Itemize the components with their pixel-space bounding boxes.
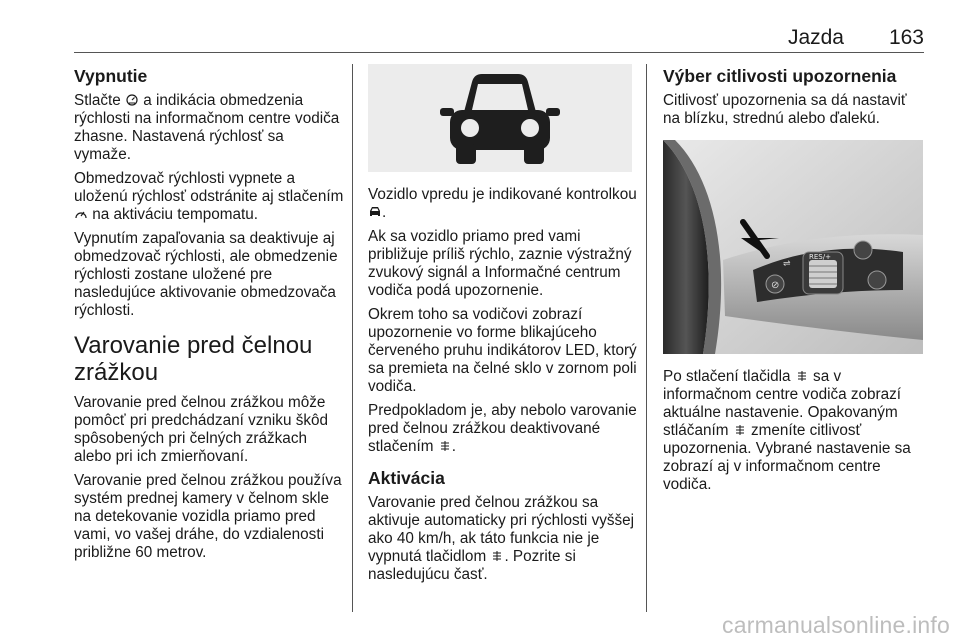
header-rule	[74, 52, 924, 53]
paragraph: Varovanie pred čelnou zrážkou sa aktivuje automaticky pri rýchlosti vyššej ako 40 km/h, ak táto funkcia nie je vypnutá tlačidlom . Pozrite si nasledujúcu časť.	[368, 494, 635, 583]
paragraph: Stlačte a indikácia obmedzenia rýchlosti na informačnom centre vodiča zhasne. Nastavená rýchlosť sa vymaže.	[74, 92, 340, 163]
heading-varovanie: Varovanie pred čelnou zrážkou	[74, 332, 313, 386]
column-1	[74, 66, 344, 568]
svg-text:⊘: ⊘	[771, 280, 780, 291]
paragraph: Obmedzovač rýchlosti vypnete a uloženú rýchlosť odstránite aj stlačením na aktiváciu tempomatu.	[74, 170, 344, 223]
paragraph: Citlivosť upozornenia sa dá nastaviť na blízku, strednú alebo ďalekú.	[663, 92, 907, 127]
column-3-top	[663, 66, 927, 134]
heading-vypnutie: Vypnutie	[74, 66, 148, 86]
collision-alert-gap-icon	[438, 440, 452, 452]
paragraph: Predpokladom je, aby nebolo varovanie pred čelnou zrážkou deaktivované stlačením .	[368, 402, 637, 455]
column-divider-2	[646, 64, 647, 612]
paragraph: Vozidlo vpredu je indikované kontrolkou .	[368, 186, 637, 221]
paragraph: Okrem toho sa vodičovi zobrazí upozornenie vo forme blikajúceho červeného pruhu indikátorov LED, ktorý sa premieta na čelné sklo v zornom poli vodiča.	[368, 306, 637, 395]
vehicle-ahead-icon	[368, 206, 382, 218]
wheel-label: RES/+	[809, 253, 831, 261]
watermark: carmanualsonline.info	[722, 612, 950, 638]
steering-wheel-photo	[663, 140, 923, 354]
section-title: Jazda	[787, 26, 844, 49]
page-number: 163	[888, 26, 924, 49]
column-3-bottom	[663, 368, 927, 500]
column-divider-1	[352, 64, 353, 612]
collision-alert-gap-icon	[733, 424, 747, 436]
column-2	[368, 186, 638, 590]
svg-text:⇌: ⇌	[783, 259, 791, 269]
paragraph: Varovanie pred čelnou zrážkou môže pomôcť pri predchádzaní vzniku škôd spôsobených pri čelných zrážkach alebo pri ich zmierňovaní.	[74, 394, 329, 465]
paragraph: Vypnutím zapaľovania sa deaktivuje aj obmedzovač rýchlosti, ale obmedzenie rýchlosti zostane uložené pre nasledujúce aktivovanie obmedzovača rýchlosti.	[74, 230, 338, 319]
heading-aktivacia: Aktivácia	[368, 468, 445, 488]
paragraph: Po stlačení tlačidla sa v informačnom centre vodiča zobrazí aktuálne nastavenie. Opakovaným stláčaním zmeníte citlivosť upozornenia. Vybrané nastavenie sa zobrazí aj v informačnom centre vodiča.	[663, 368, 911, 493]
cruise-control-icon	[74, 208, 88, 220]
paragraph: Ak sa vozidlo priamo pred vami približuje príliš rýchlo, zaznie výstražný zvukový signál a Informačné centrum vodiča podá upozornenie.	[368, 228, 632, 299]
heading-vyber: Výber citlivosti upozornenia	[663, 66, 897, 86]
collision-alert-gap-icon	[490, 550, 504, 562]
page-header	[74, 26, 924, 52]
speed-limiter-icon	[125, 94, 139, 106]
warning-car-illustration	[368, 64, 632, 172]
paragraph: Varovanie pred čelnou zrážkou používa systém prednej kamery v čelnom skle na detekovanie vozidla priamo pred vami, vo vašej dráhe, do vzdialenosti približne 60 metrov.	[74, 472, 342, 561]
collision-alert-gap-icon	[795, 370, 809, 382]
